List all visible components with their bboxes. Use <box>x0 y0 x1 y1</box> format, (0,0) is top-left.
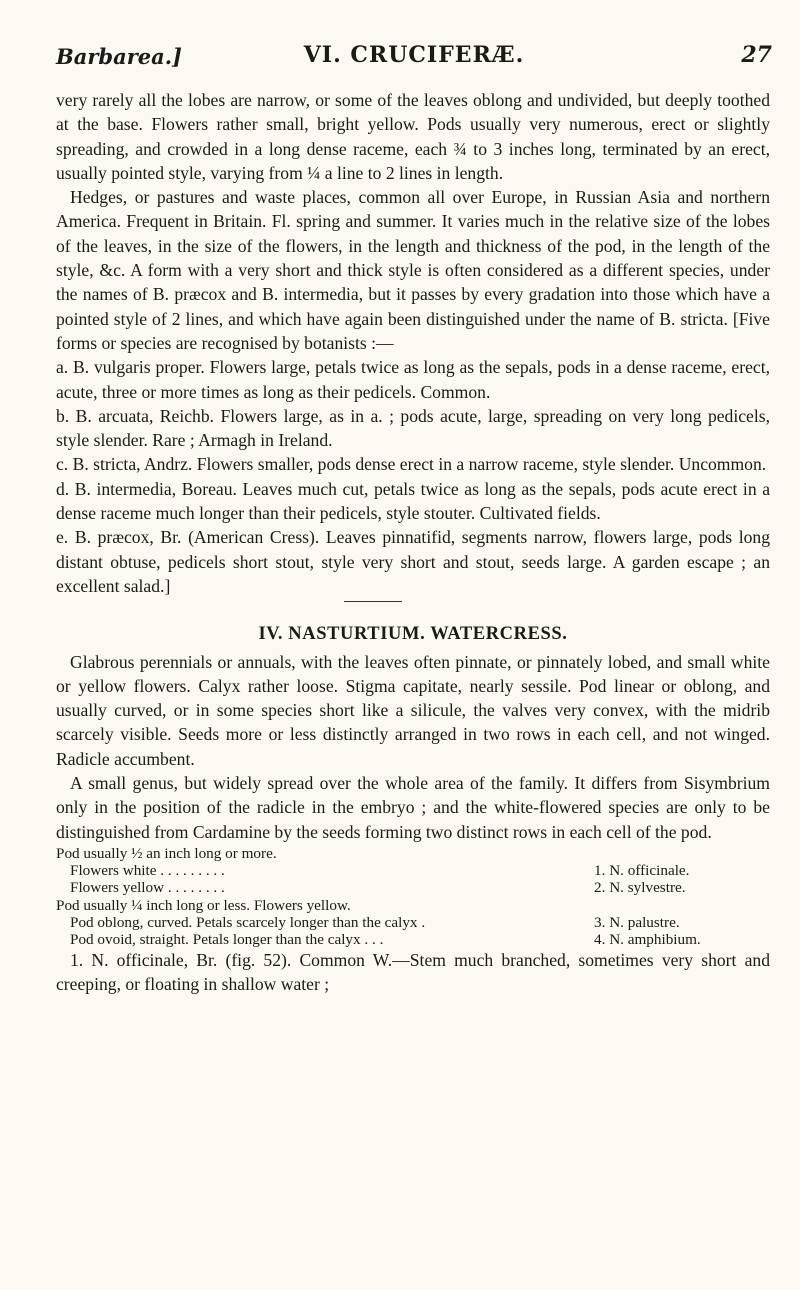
key-ref: 2. N. sylvestre. <box>594 879 686 897</box>
key-text: Pod oblong, curved. Petals scarcely longer than the calyx . <box>70 913 426 931</box>
key-ref: 1. N. officinale. <box>594 862 690 880</box>
key-row <box>56 845 770 862</box>
page-body <box>56 88 770 997</box>
running-head-center: VI. CRUCIFERÆ. <box>303 42 525 68</box>
key-row <box>56 862 770 879</box>
key-text: Pod ovoid, straight. Petals longer than the calyx . . . <box>70 930 384 948</box>
paragraph: very rarely all the lobes are narrow, or some of the leaves oblong and undivided, but deeply toothed at the base. Flowers rather small, bright yellow. Pods usually very numerous, erect or slightly spreading, and crowded in a long dense raceme, each ¾ to 3 inches long, terminated by an erect, usually pointed style, varying from ¼ a line to 2 lines in length. <box>56 90 770 183</box>
paragraph: A small genus, but widely spread over the whole area of the family. It differs from Sisymbrium only in the position of the radicle in the embryo ; and the white-flowered species are only to be distinguished from Cardamine by the seeds forming two distinct rows in each cell of the pod. <box>56 773 770 842</box>
species-key <box>56 845 770 948</box>
paragraph: Hedges, or pastures and waste places, common all over Europe, in Russian Asia and northern America. Frequent in Britain. Fl. spring and summer. It varies much in the relative size of the lobes of the leaves, in the size of the flowers, in the length and thickness of the pod, in the length of the style, &c. A form with a very short and thick style is often considered as a different species, under the names of B. præcox and B. intermedia, but it passes by every gradation into those which have a pointed style of 2 lines, and which have again been distinguished under the name of B. stricta. [Five forms or species are recognised by botanists :— <box>56 187 770 353</box>
key-ref: 3. N. palustre. <box>594 913 680 931</box>
key-text: Flowers yellow . . . . . . . . <box>70 879 225 897</box>
page-number: 27 <box>741 42 772 68</box>
key-text: Pod usually ½ an inch long or more. <box>56 844 277 862</box>
species-entry: 1. N. officinale, Br. (fig. 52). Common W.—Stem much branched, sometimes very short and creeping, or floating in shallow water ; <box>56 950 770 995</box>
paragraph: e. B. præcox, Br. (American Cress). Leaves pinnatifid, segments narrow, flowers large, pods long distant obtuse, pedicels short stout, style very short and stout, seeds large. A garden escape ; an excellent salad.] <box>56 527 770 596</box>
key-row <box>56 914 770 931</box>
section-divider <box>344 601 402 602</box>
running-header <box>56 36 772 76</box>
key-text: Flowers white . . . . . . . . . <box>70 862 225 880</box>
running-head-left: Barbarea.] <box>56 44 182 69</box>
paragraph: Glabrous perennials or annuals, with the leaves often pinnate, or pinnately lobed, and small white or yellow flowers. Calyx rather loose. Stigma capitate, nearly sessile. Pod linear or oblong, and usually curved, or in some species short like a silicule, the valves very convex, with the midrib scarcely visible. Seeds more or less distinctly arranged in two rows in each cell, and not winged. Radicle accumbent. <box>56 651 770 769</box>
paragraph: a. B. vulgaris proper. Flowers large, petals twice as long as the sepals, pods in a dense raceme, erect, acute, three or more times as long as their pedicels. Common. <box>56 357 770 402</box>
key-ref: 4. N. amphibium. <box>594 930 701 948</box>
paragraph: d. B. intermedia, Boreau. Leaves much cut, petals twice as long as the sepals, pods acute erect in a dense raceme much longer than their pedicels, style stouter. Cultivated fields. <box>56 478 770 524</box>
paragraph: c. B. stricta, Andrz. Flowers smaller, pods dense erect in a narrow raceme, style slender. Uncommon. <box>56 454 767 475</box>
key-row <box>56 931 770 948</box>
section-heading: IV. NASTURTIUM. WATERCRESS. <box>258 624 568 645</box>
key-text: Pod usually ¼ inch long or less. Flowers yellow. <box>56 896 351 914</box>
key-row <box>56 879 770 896</box>
paragraph: b. B. arcuata, Reichb. Flowers large, as in a. ; pods acute, large, spreading on very long pedicels, style slender. Rare ; Armagh in Ireland. <box>56 405 770 451</box>
key-row <box>56 897 770 914</box>
